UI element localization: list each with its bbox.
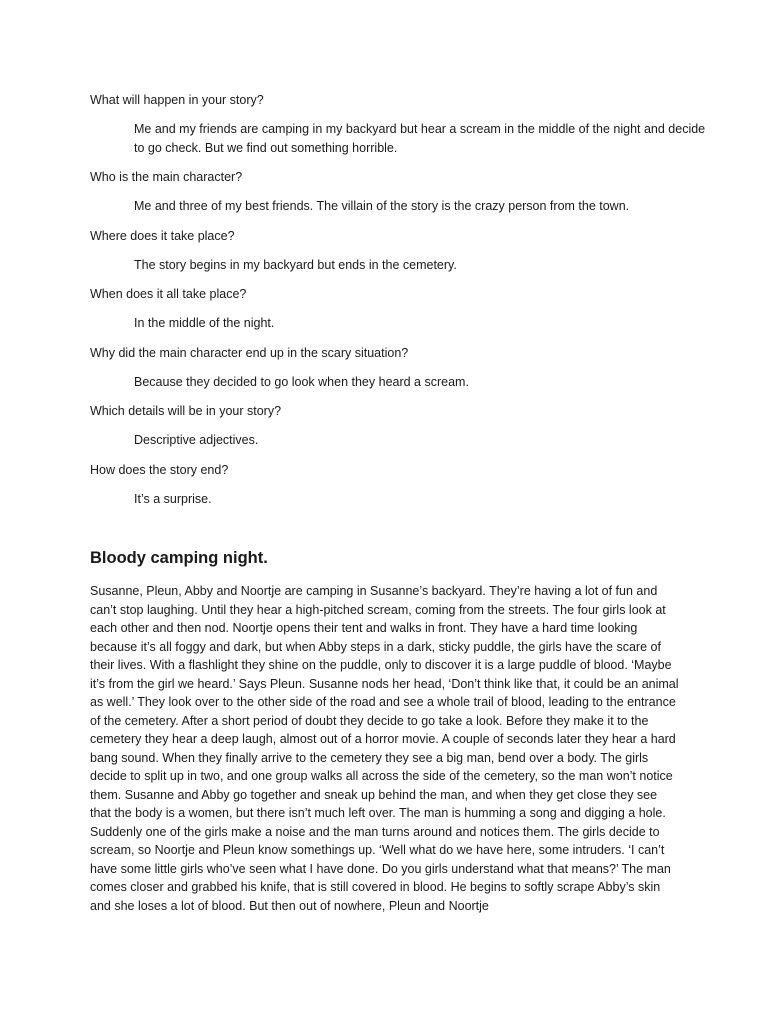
answer-0: Me and my friends are camping in my backyard but hear a scream in the middle of the night and decide to go check. But we find out something horrible. [134,122,706,155]
question-5: Which details will be in your story? [90,404,282,418]
answer-5: Descriptive adjectives. [134,433,259,447]
answer-2: The story begins in my backyard but ends in the cemetery. [134,257,457,272]
story-planning-questions [90,92,706,508]
answer-1: Me and three of my best friends. The villain of the story is the crazy person from the town. [134,199,630,213]
question-4: Why did the main character end up in the scary situation? [90,345,409,360]
answer-4: Because they decided to go look when they heard a scream. [134,374,469,389]
question-3: When does it all take place? [90,287,247,301]
story-title: Bloody camping night. [90,549,268,567]
question-6: How does the story end? [90,462,229,477]
answer-3: In the middle of the night. [134,316,275,330]
question-0: What will happen in your story? [90,93,264,107]
question-2: Where does it take place? [90,228,235,243]
answer-6: It’s a surprise. [134,491,212,506]
question-1: Who is the main character? [90,170,243,184]
story-body: Susanne, Pleun, Abby and Noortje are camping in Susanne’s backyard. They’re having a lot of fun and can’t stop laughing. Until they hear a high-pitched scream, coming from the streets. The four girls look at each other and then nod. Noortje opens their tent and walks in front. They have a hard time looking because it’s all foggy and dark, but when Abby steps in a dark, sticky puddle, the girls have the scare of their lives. With a flashlight they shine on the puddle, only to discover it is a large puddle of blood. ‘Maybe it’s from the girl we heard.’ Says Pleun. Susanne nods her head, ‘Don’t think like that, it could be an animal as well.’ They look over to the other side of the road and see a whole trail of blood, leading to the entrance of the cemetery. After a short period of doubt they decide to go take a look. Before they make it to the cemetery they hear a deep laugh, almost out of a horror movie. A couple of seconds later they hear a hard bang sound. When they finally arrive to the cemetery they see a big man, bend over a body. The girls decide to split up in two, and one group walks all across the side of the cemetery, so the man won’t notice them. Susanne and Abby go together and sneak up behind the man, and when they get close they see that the body is a women, but there isn’t much left over. The man is humming a song and digging a hole. Suddenly one of the girls make a noise and the man turns around and notices them. The girls decide to scream, so Noortje and Pleun know somethings up. ‘Well what do we have here, some intruders. ‘I can’t have some little girls who’ve seen what I have done. Do you girls understand what that means?’ The man comes closer and grabbed his knife, that is still covered in blood. He begins to softly scrape Abby’s skin and she loses a lot of blood. But then out of nowhere, Pleun and Noortje [90,584,679,913]
